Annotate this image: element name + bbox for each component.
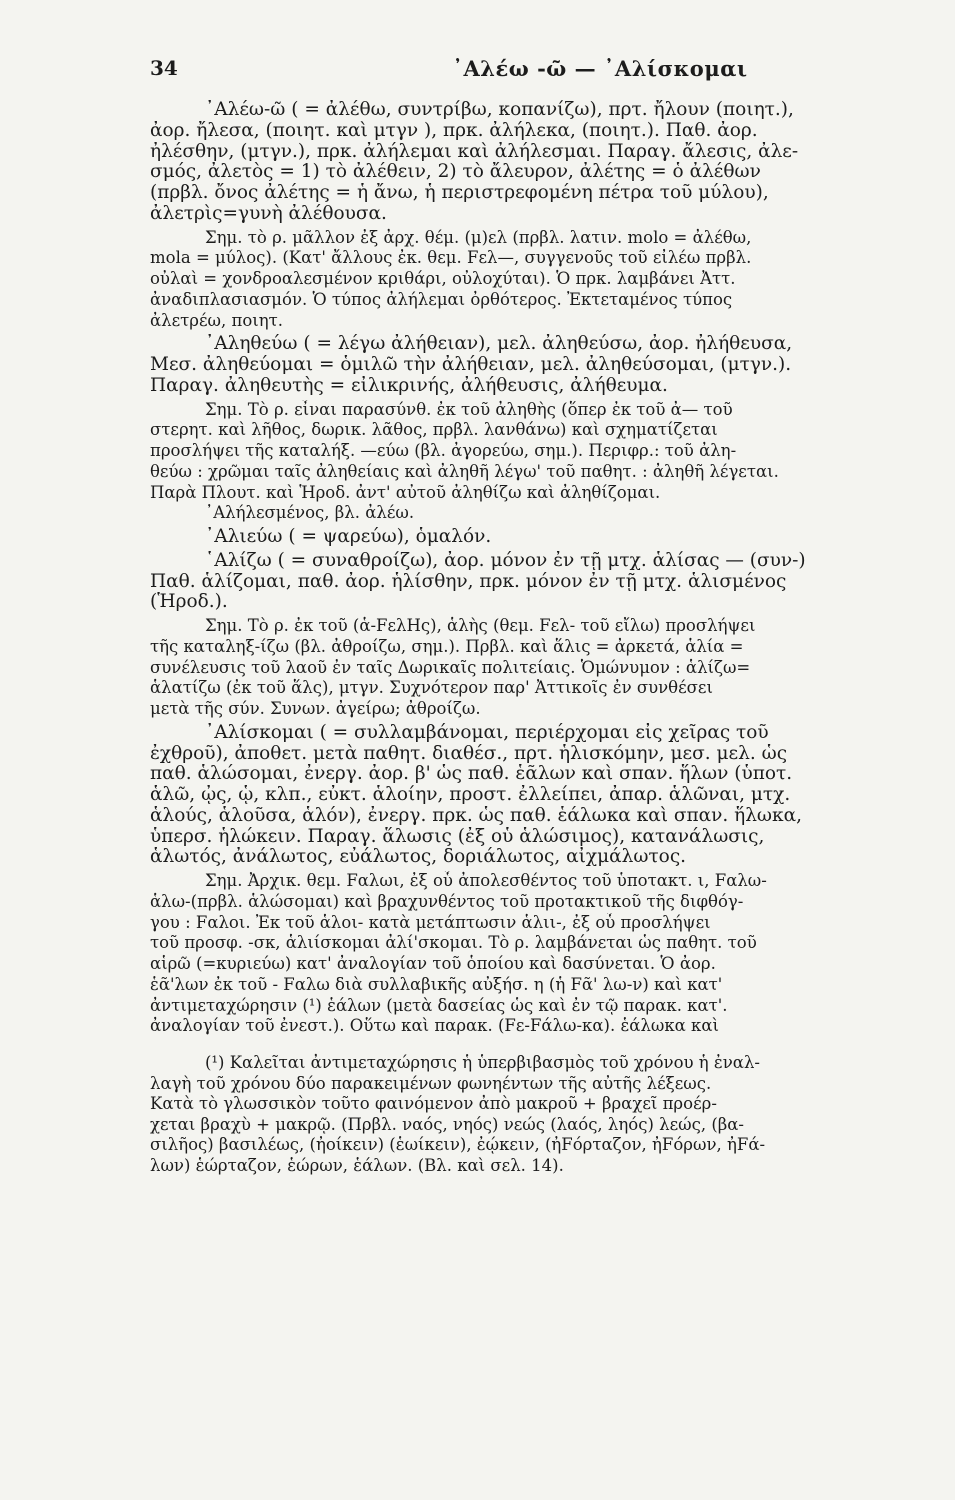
text-line: ᾿Αλέω-ῶ ( = ἀλέθω, συντρίβω, κοπανίζω), πρτ. ἤλουν (ποιητ.),: [205, 100, 794, 120]
text-line: ἐχθροῦ), ἀποθετ. μετὰ παθητ. διαθέσ., πρτ. ἡλισκόμην, μεσ. μελ. ὡς: [150, 743, 788, 764]
text-line: Σημ. τὸ ρ. μᾶλλον ἐξ ἀρχ. θέμ. (μ)ελ (πρβλ. λατιν. molo = ἀλέθω,: [205, 227, 752, 247]
text-line: μετὰ τῆς σύν. Συνων. ἀγείρω; ἀθροίζω.: [150, 699, 481, 718]
text-line: ἁλούς, ἁλοῦσα, ἁλόν), ἐνεργ. πρκ. ὡς παθ. ἑάλωκα καὶ σπαν. ἥλωκα,: [150, 805, 802, 826]
text-line: Σημ. Ἀρχικ. θεμ. Fαλωι, ἐξ οὗ ἀπολεσθέντος τοῦ ὑποτακτ. ι, Fαλω-: [205, 871, 767, 890]
text-line: παθ. ἁλώσομαι, ἐνεργ. ἀορ. β' ὡς παθ. ἑᾶλων καὶ σπαν. ἥλων (ὑποτ.: [150, 764, 793, 785]
text-line: (πρβλ. ὄνος ἀλέτης = ἡ ἄνω, ἡ περιστρεφομένη πέτρα τοῦ μύλου),: [150, 183, 769, 203]
footnote-line: σιλῆος) βασιλέως, (ἠοίκειν) (ἑωίκειν), ἐῴκειν, (ἠFόρταζον, ἠFόρων, ἠFά-: [150, 1135, 766, 1154]
text-line: (Ἡροδ.).: [150, 592, 228, 613]
text-line: οὐλαὶ = χονδροαλεσμένον κριθάρι, οὐλοχύται). Ὁ πρκ. λαμβάνει Ἀττ.: [150, 269, 736, 288]
text-line: Σημ. Τὸ ρ. εἶναι παρασύνθ. ἐκ τοῦ ἀληθὴς (ὅπερ ἐκ τοῦ ἀ— τοῦ: [205, 399, 733, 419]
running-head: ᾿Αλέω -ῶ — ᾿Αλίσκομαι: [452, 56, 748, 81]
text-line: ἑᾶ'λων ἐκ τοῦ - Fαλω διὰ συλλαβικῆς αὐξήσ. η (ἡ Fᾶ' λω-ν) καὶ κατ': [150, 974, 723, 994]
text-line: ἠλέσθην, (μτγν.), πρκ. ἀλήλεμαι καὶ ἀλήλεσμαι. Παραγ. ἄλεσις, ἀλε-: [150, 141, 799, 162]
text-line: ἀντιμεταχώρησιν (¹) ἑάλων (μετὰ δασείας ὡς καὶ ἐν τῷ παρακ. κατ'.: [150, 995, 728, 1015]
page-number: 34: [150, 56, 178, 80]
text-line: ἁλωτός, ἀνάλωτος, εὐάλωτος, δοριάλωτος, αἰχμάλωτος.: [150, 847, 687, 868]
text-line: ἀναλογίαν τοῦ ἐνεστ.). Οὕτω καὶ παρακ. (Fε-Fάλω-κα). ἑάλωκα καὶ: [150, 1016, 719, 1036]
footnote-line: λων) ἑώρταζον, ἑώρων, ἑάλων. (Βλ. καὶ σελ. 14).: [150, 1155, 564, 1175]
text-line: ἁλατίζω (ἐκ τοῦ ἅλς), μτγν. Συχνότερον παρ' Ἀττικοῖς ἐν συνθέσει: [150, 678, 713, 698]
text-line: ἁλῶ, ᾦς, ᾧ, κλπ., εὐκτ. ἁλοίην, προστ. ἐλλείπει, ἀπαρ. ἁλῶναι, μτχ.: [150, 785, 791, 805]
footnote-line: Κατὰ τὸ γλωσσικὸν τοῦτο φαινόμενον ἀπὸ μακροῦ + βραχεῖ προέρ-: [150, 1094, 717, 1113]
text-line: Παρὰ Πλουτ. καὶ Ἡροδ. ἀντ' αὐτοῦ ἀληθίζω καὶ ἀληθίζομαι.: [150, 482, 661, 502]
text-line: ἀλετρέω, ποιητ.: [150, 310, 283, 330]
text-line: ἀλετρὶς=γυνὴ ἀλέθουσα.: [150, 203, 387, 224]
text-line: Μεσ. ἀληθεύομαι = ὁμιλῶ τὴν ἀλήθειαν, μελ. ἀληθεύσομαι, (μτγν.).: [150, 355, 792, 375]
text-line: ᾿Αληθεύω ( = λέγω ἀλήθειαν), μελ. ἀληθεύσω, ἀορ. ἠλήθευσα,: [205, 334, 793, 355]
footnote-line: χεται βραχὺ + μακρῷ. (Πρβλ. ναός, νηός) νεώς (λαός, ληός) λεώς, (βα-: [150, 1114, 745, 1134]
text-line: γου : Fαλοι. Ἐκ τοῦ ἁλοι- κατὰ μετάπτωσιν ἁλιι-, ἐξ οὗ προσλήψει: [150, 912, 711, 932]
text-line: ἀναδιπλασιασμόν. Ὁ τύπος ἀλήλεμαι ὀρθότερος. Ἐκτεταμένος τύπος: [150, 289, 733, 309]
text-line: συνέλευσις τοῦ λαοῦ ἐν ταῖς Δωρικαῖς πολιτείαις. Ὁμώνυμον : ἁλίζω=: [150, 657, 751, 677]
text-line: ᾿Αλήλεσμένος, βλ. ἀλέω.: [205, 503, 415, 523]
footnote-line: (¹) Καλεῖται ἀντιμεταχώρησις ἡ ὑπερβιβασμὸς τοῦ χρόνου ἡ ἐναλ-: [205, 1053, 760, 1072]
text-line: ᾿Αλιεύω ( = ψαρεύω), ὁμαλόν.: [205, 527, 492, 547]
text-line: ἀορ. ἤλεσα, (ποιητ. καὶ μτγν ), πρκ. ἀλήλεκα, (ποιητ.). Παθ. ἀορ.: [150, 120, 758, 141]
text-line: ὑπερσ. ἡλώκειν. Παραγ. ἅλωσις (ἐξ οὗ ἁλώσιμος), κατανάλωσις,: [150, 826, 765, 847]
text-line: σμός, ἀλετὸς = 1) τὸ ἀλέθειν, 2) τὸ ἄλευρον, ἀλέτης = ὁ ἀλέθων: [150, 162, 761, 183]
text-line: τῆς καταληξ-ίζω (βλ. ἀθροίζω, σημ.). Πρβλ. καὶ ἅλις = ἀρκετά, ἁλία =: [150, 636, 744, 656]
footnote-line: λαγὴ τοῦ χρόνου δύο παρακειμένων φωνηέντων τῆς αὐτῆς λέξεως.: [150, 1073, 712, 1093]
footnotes: [150, 1053, 950, 1176]
text-line: Παραγ. ἀληθευτὴς = εἰλικρινής, ἀλήθευσις, ἀλήθευμα.: [150, 375, 668, 396]
text-line: αἱρῶ (=κυριεύω) κατ' ἀναλογίαν τοῦ ὁποίου καὶ δασύνεται. Ὁ ἀορ.: [150, 954, 716, 973]
text-line: τοῦ προσφ. -σκ, ἁλιίσκομαι ἀλί'σκομαι. Τὸ ρ. λαμβάνεται ὡς παθητ. τοῦ: [150, 933, 757, 953]
text-line: προσλήψει τῆς καταλήξ. —εύω (βλ. ἀγορεύω, σημ.). Περιφρ.: τοῦ ἀλη-: [150, 441, 737, 460]
text-line: θεύω : χρῶμαι ταῖς ἀληθείαις καὶ ἀληθῆ λέγω' τοῦ παθητ. : ἀληθῆ λέγεται.: [150, 461, 779, 481]
page-header: [150, 56, 950, 88]
text-line: ᾿Αλίσκομαι ( = συλλαμβάνομαι, περιέρχομαι εἰς χεῖρας τοῦ: [205, 722, 769, 743]
text-line: στερητ. καὶ λῆθος, δωρικ. λᾶθος, πρβλ. λανθάνω) καὶ σχηματίζεται: [150, 420, 718, 440]
text-line: Σημ. Τὸ ρ. ἐκ τοῦ (ἁ-FελHς), ἁλὴς (θεμ. Fελ- τοῦ εἴλω) προσλήψει: [205, 616, 756, 635]
dictionary-text: [150, 100, 950, 1176]
text-line: ἁλω-(πρβλ. ἁλώσομαι) καὶ βραχυνθέντος τοῦ προτακτικοῦ τῆς διφθόγ-: [150, 891, 744, 911]
text-line: ῾Αλίζω ( = συναθροίζω), ἀορ. μόνον ἐν τῇ μτχ. ἁλίσας — (συν-): [205, 550, 806, 571]
entries: [150, 100, 950, 1037]
text-line: Παθ. ἁλίζομαι, παθ. ἀορ. ἡλίσθην, πρκ. μόνον ἐν τῇ μτχ. ἁλισμένος: [150, 571, 787, 592]
text-line: mola = μύλος). (Κατ' ἄλλους ἐκ. θεμ. Fελ—, συγγενοῦς τοῦ εἰλέω πρβλ.: [150, 248, 752, 268]
